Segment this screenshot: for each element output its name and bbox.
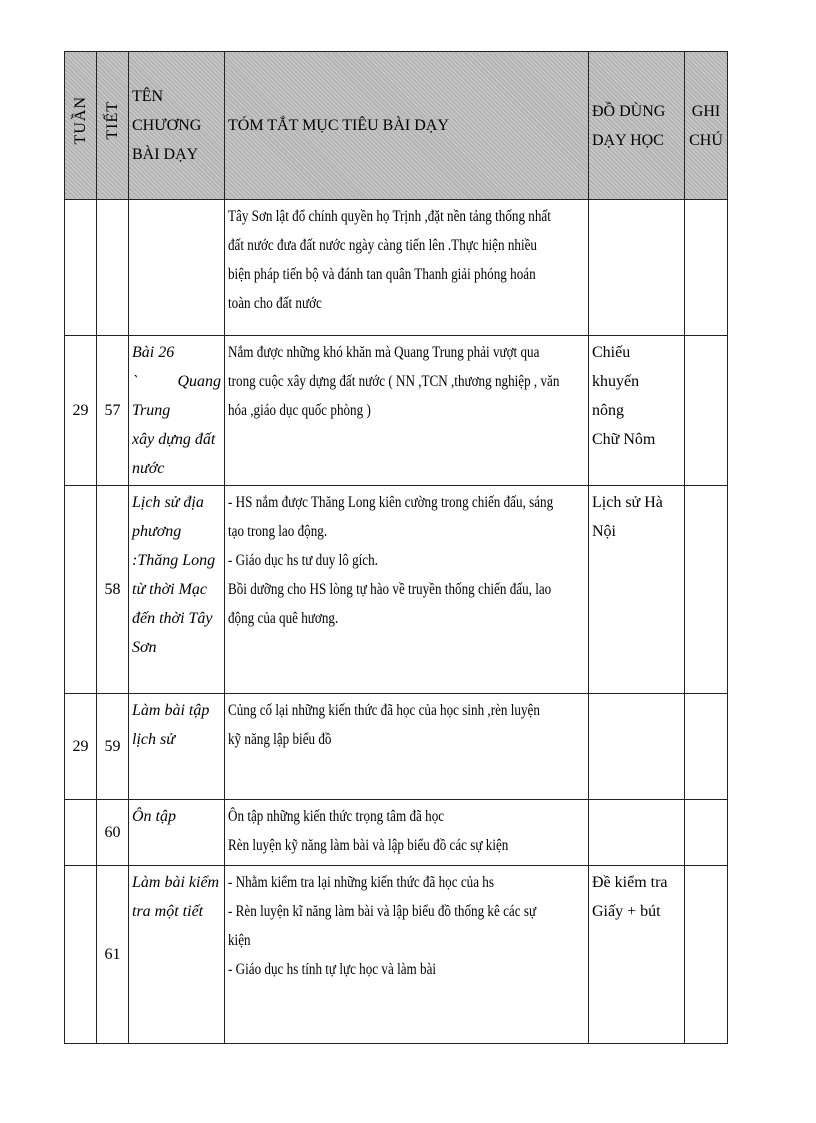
cell-lesson-title: Lịch sử địa phương :Thăng Long từ thời Mạc đến thời Tây Sơn <box>129 486 225 694</box>
cell-note <box>685 336 728 486</box>
cell-objectives: - Nhằm kiểm tra lại những kiến thức đã học của hs - Rèn luyện kĩ năng làm bài và lập biểu đồ thống kê các sự kiện - Giáo dục hs tính tự lực học và làm bài <box>225 866 589 1044</box>
cell-tiet: 58 <box>97 486 129 694</box>
cell-tiet: 57 <box>97 336 129 486</box>
cell-lesson-title <box>129 200 225 336</box>
table-row <box>65 866 728 1044</box>
lesson-plan-table <box>64 51 728 1044</box>
table-row <box>65 336 728 486</box>
header-tuan: TUẦN <box>65 52 97 200</box>
header-tiet: TIẾT <box>97 52 129 200</box>
cell-note <box>685 800 728 866</box>
table-row <box>65 694 728 800</box>
cell-lesson-title: Bài 26 ` Quang Trung xây dựng đất nước <box>129 336 225 486</box>
cell-objectives: Ôn tập những kiến thức trọng tâm đã học Rèn luyện kỹ năng làm bài và lập biểu đồ các sự kiện <box>225 800 589 866</box>
cell-tuan <box>65 200 97 336</box>
cell-teaching-aids <box>589 800 685 866</box>
cell-note <box>685 866 728 1044</box>
cell-tiet: 60 <box>97 800 129 866</box>
cell-tuan <box>65 800 97 866</box>
cell-lesson-title: Làm bài tập lịch sử <box>129 694 225 800</box>
cell-tuan <box>65 486 97 694</box>
cell-tiet <box>97 200 129 336</box>
cell-objectives: - HS nắm được Thăng Long kiên cường trong chiến đấu, sáng tạo trong lao động. - Giáo dục hs tư duy lô gích. Bồi dưỡng cho HS lòng tự hào về truyền thống chiến đấu, lao động của quê hương. <box>225 486 589 694</box>
cell-tiet: 59 <box>97 694 129 800</box>
cell-tuan: 29 <box>65 336 97 486</box>
cell-objectives: Nắm được những khó khăn mà Quang Trung phải vượt qua trong cuộc xây dựng đất nước ( NN ,TCN ,thương nghiệp , văn hóa ,giáo dục quốc phòng ) <box>225 336 589 486</box>
table-row <box>65 200 728 336</box>
cell-tuan: 29 <box>65 694 97 800</box>
cell-tiet: 61 <box>97 866 129 1044</box>
cell-teaching-aids <box>589 694 685 800</box>
cell-objectives: Củng cố lại những kiến thức đã học của học sinh ,rèn luyện kỹ năng lập biểu đồ <box>225 694 589 800</box>
header-do-dung: ĐỒ DÙNG DẠY HỌC <box>589 52 685 200</box>
cell-tuan <box>65 866 97 1044</box>
cell-teaching-aids: Đề kiểm tra Giấy + bút <box>589 866 685 1044</box>
cell-teaching-aids: Chiếu khuyến nông Chữ Nôm <box>589 336 685 486</box>
header-row <box>65 52 728 200</box>
cell-note <box>685 486 728 694</box>
header-ghi-chu: GHI CHÚ <box>685 52 728 200</box>
header-tom-tat: TÓM TẮT MỤC TIÊU BÀI DẠY <box>225 52 589 200</box>
table-row <box>65 486 728 694</box>
cell-lesson-title: Làm bài kiểm tra một tiết <box>129 866 225 1044</box>
cell-objectives: Tây Sơn lật đổ chính quyền họ Trịnh ,đặt nền tảng thống nhất đất nước đưa đất nước ngày càng tiến lên .Thực hiện nhiều biện pháp tiến bộ và đánh tan quân Thanh giải phóng hoán toàn cho đất nước <box>225 200 589 336</box>
table-row <box>65 800 728 866</box>
cell-note <box>685 200 728 336</box>
cell-lesson-title: Ôn tập <box>129 800 225 866</box>
cell-teaching-aids <box>589 200 685 336</box>
cell-teaching-aids: Lịch sử Hà Nội <box>589 486 685 694</box>
cell-note <box>685 694 728 800</box>
header-ten-chuong: TÊN CHƯƠNG BÀI DẠY <box>129 52 225 200</box>
